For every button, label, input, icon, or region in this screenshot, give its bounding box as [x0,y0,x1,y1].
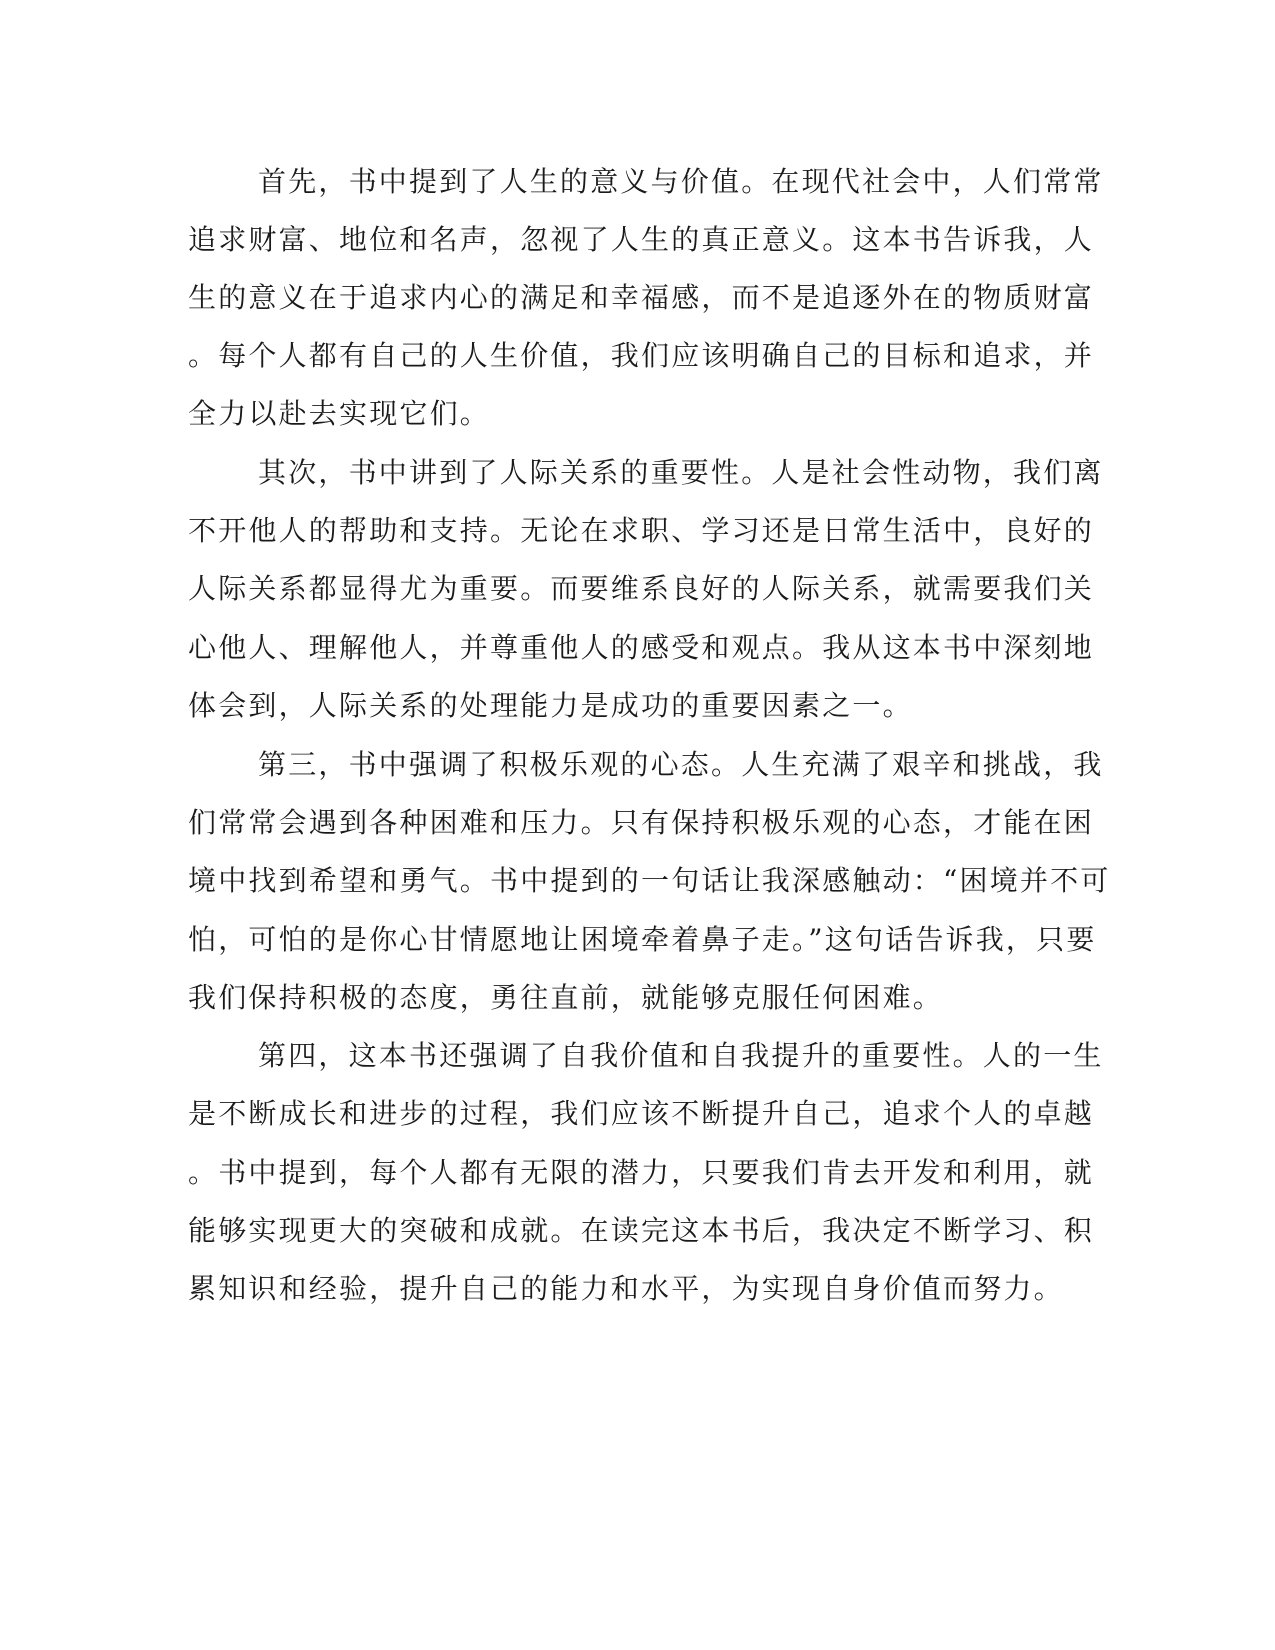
text-line: 怕，可怕的是你心甘情愿地让困境牵着鼻子走。”这句话告诉我，只要 [188,923,1097,956]
text-line: 是不断成长和进步的过程，我们应该不断提升自己，追求个人的卓越 [188,1097,1095,1130]
text-line: 心他人、理解他人，并尊重他人的感受和观点。我从这本书中深刻地 [188,631,1095,664]
text-line: 第三，书中强调了积极乐观的心态。人生充满了艰辛和挑战，我 [258,748,1104,781]
text-line: 生的意义在于追求内心的满足和幸福感，而不是追逐外在的物质财富 [188,281,1095,314]
text-line: 境中找到希望和勇气。书中提到的一句话让我深感触动：“困境并不可 [188,864,1111,897]
text-line: 全力以赴去实现它们。 [188,397,491,430]
text-line: 能够实现更大的突破和成就。在读完这本书后，我决定不断学习、积 [188,1214,1095,1247]
text-line: 第四，这本书还强调了自我价值和自我提升的重要性。人的一生 [258,1039,1104,1072]
text-line: 们常常会遇到各种困难和压力。只有保持积极乐观的心态，才能在困 [188,806,1095,839]
text-line: 其次，书中讲到了人际关系的重要性。人是社会性动物，我们离 [258,456,1104,489]
text-line: 累知识和经验，提升自己的能力和水平，为实现自身价值而努力。 [188,1272,1064,1305]
text-line: 人际关系都显得尤为重要。而要维系良好的人际关系，就需要我们关 [188,572,1095,605]
text-line: 追求财富、地位和名声，忽视了人生的真正意义。这本书告诉我，人 [188,223,1095,256]
text-line: 。书中提到，每个人都有无限的潜力，只要我们肯去开发和利用，就 [188,1156,1095,1189]
text-line: 不开他人的帮助和支持。无论在求职、学习还是日常生活中，良好的 [188,514,1095,547]
text-line: 体会到，人际关系的处理能力是成功的重要因素之一。 [188,689,913,722]
text-line: 首先，书中提到了人生的意义与价值。在现代社会中，人们常常 [258,165,1104,198]
text-line: 我们保持积极的态度，勇往直前，就能够克服任何困难。 [188,981,944,1014]
text-line: 。每个人都有自己的人生价值，我们应该明确自己的目标和追求，并 [188,339,1095,372]
